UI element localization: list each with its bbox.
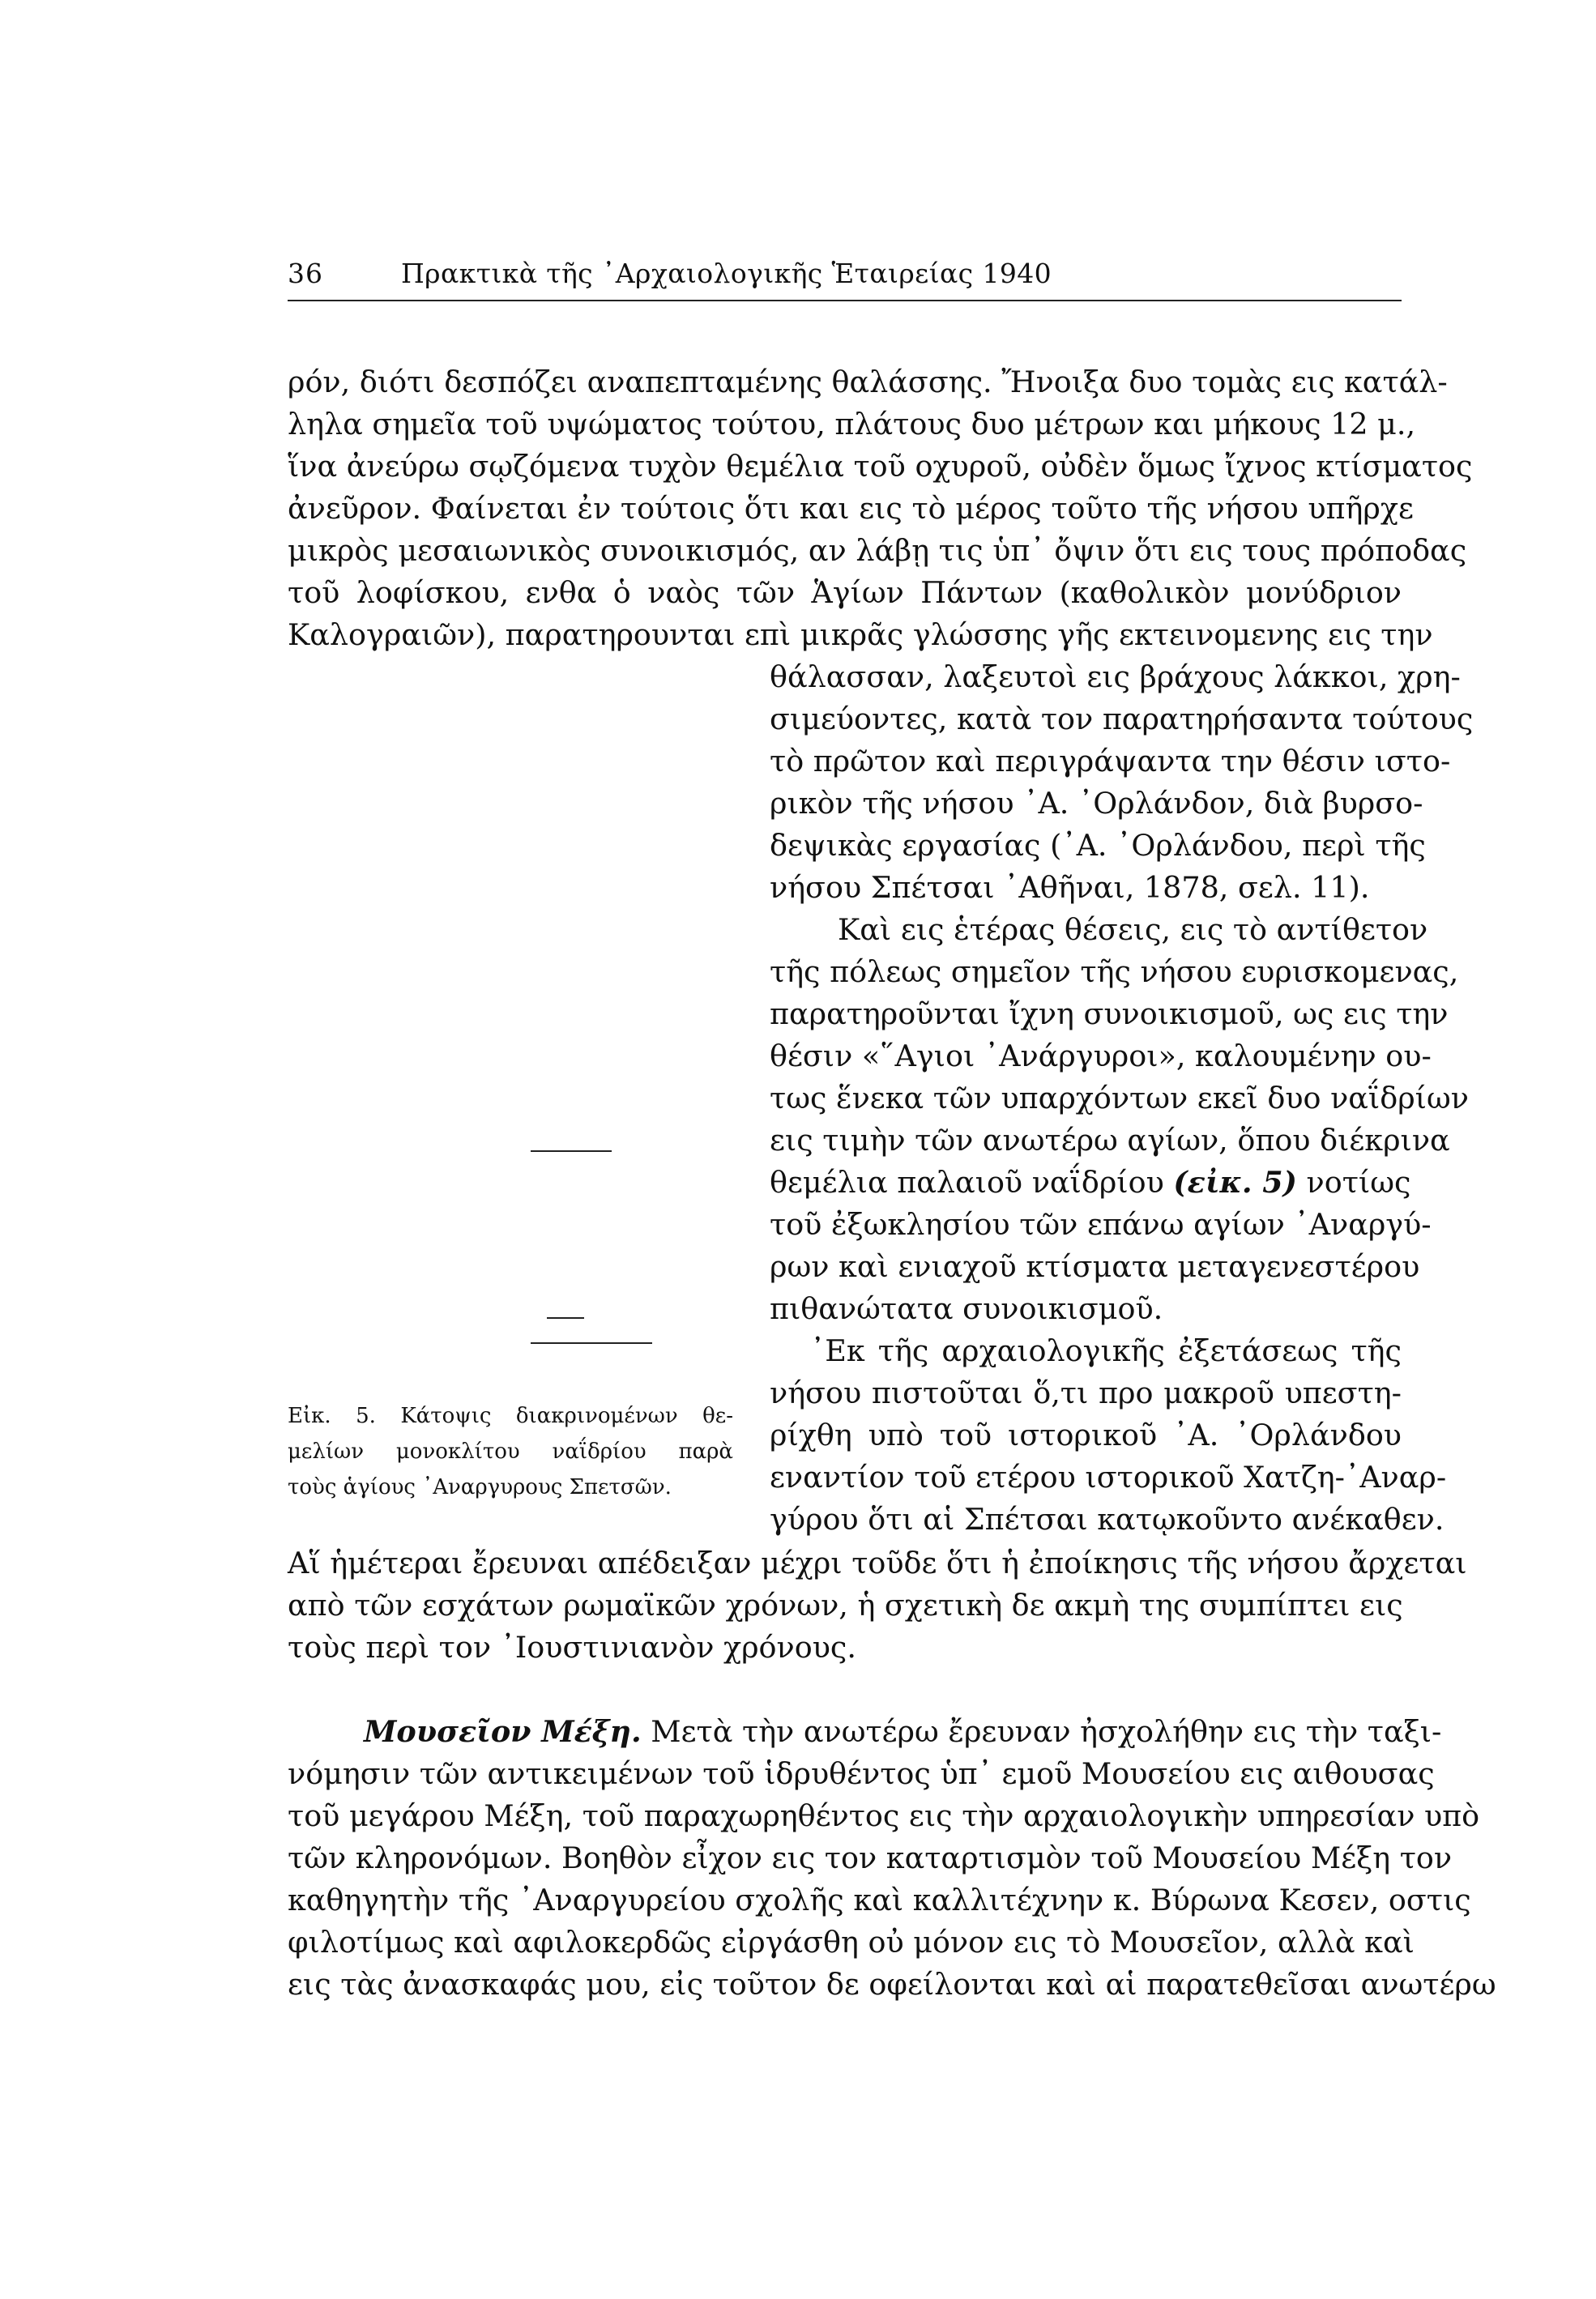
text-line: Καλογραιῶν), παρατηρουνται επὶ μικρᾶς γλώσσης γῆς εκτεινομενης εις την (288, 617, 1433, 652)
text-line: ρόν, διότι δεσπόζει αναπεπταμένης θαλάσσης. Ἤνοιξα δυο τομὰς εις κατάλ- (288, 365, 1448, 399)
text-line: θάλασσαν, λαξευτοὶ εις βράχους λάκκοι, χρη- (770, 659, 1461, 694)
running-title: Πρακτικὰ τῆς ᾽Αρχαιολογικῆς Ἑταιρείας 1940 (401, 258, 1052, 289)
text-line: θέσιν «῞Αγιοι ᾽Ανάργυροι», καλουμένην ου- (770, 1039, 1432, 1073)
text-line: Καὶ εις ἑτέρας θέσεις, εις τὸ αντίθετον (838, 912, 1428, 947)
text-line: δεψικὰς εργασίας (᾽Α. ᾽Ορλάνδου, περὶ τῆς (770, 828, 1426, 863)
figure-line-mark (531, 1150, 612, 1152)
text-line: ρικὸν τῆς νήσου ᾽Α. ᾽Ορλάνδον, διὰ βυρσο- (770, 786, 1423, 821)
text-line: γύρου ὅτι αἱ Σπέτσαι κατῳκοῦντο ανέκαθεν. (770, 1502, 1445, 1537)
text-line: ᾽Εκ τῆς αρχαιολογικῆς ἐξετάσεως τῆς (810, 1333, 1402, 1368)
text-line: ρίχθη υπὸ τοῦ ιστορικοῦ ᾽Α. ᾽Ορλάνδου (770, 1418, 1402, 1452)
text-line: μικρὸς μεσαιωνικὸς συνοικισμός, αν λάβῃ τις ὑπ᾽ ὄψιν ὅτι εις τους πρόποδας (288, 533, 1467, 568)
page-number: 36 (288, 258, 323, 289)
text-line: φιλοτίμως καὶ αφιλοκερδῶς εἰργάσθη οὐ μόνον εις τὸ Μουσεῖον, αλλὰ καὶ (288, 1925, 1415, 1960)
figure-caption-line: Εἰκ. 5. Κάτοψις διακρινομένων θε- (288, 1404, 733, 1428)
figure-line-mark (531, 1342, 652, 1344)
text-line: τὸ πρῶτον καὶ περιγράψαντα την θέσιν ιστο- (770, 744, 1451, 778)
text-line: ρων καὶ ενιαχοῦ κτίσματα μεταγενεστέρου (770, 1249, 1420, 1284)
figure-caption-line: τοὺς ἁγίους ᾽Αναργυρους Σπετσῶν. (288, 1475, 672, 1499)
text-line: καθηγητὴν τῆς ᾽Αναργυρείου σχολῆς καὶ καλλιτέχνην κ. Βύρωνα Κεσεν, οστις (288, 1883, 1471, 1917)
text-line: ἀνεῦρον. Φαίνεται ἐν τούτοις ὅτι και εις τὸ μέρος τοῦτο τῆς νήσου υπῆρχε (288, 491, 1414, 526)
text-line: ἵνα ἀνεύρω σῳζόμενα τυχὸν θεμέλια τοῦ οχυροῦ, οὐδὲν ὅμως ἴχνος κτίσματος (288, 449, 1473, 484)
text-line: απὸ τῶν εσχάτων ρωμαϊκῶν χρόνων, ἡ σχετικὴ δε ακμὴ της συμπίπτει εις (288, 1588, 1403, 1623)
header-rule (288, 300, 1402, 301)
text-fragment: νοτίως (1296, 1165, 1411, 1200)
text-fragment: Μετὰ τὴν ανωτέρω ἔρευναν ἠσχολήθην εις τὴν ταξι- (641, 1714, 1442, 1749)
running-header (288, 258, 1402, 298)
figure-line-mark (547, 1317, 584, 1319)
text-line: τοῦ μεγάρου Μέξη, τοῦ παραχωρηθέντος εις τὴν αρχαιολογικὴν υπηρεσίαν υπὸ (288, 1798, 1480, 1833)
text-line: παρατηροῦνται ἴχνη συνοικισμοῦ, ως εις την (770, 996, 1449, 1031)
text-line: τοῦ ἐξωκλησίου τῶν επάνω αγίων ᾽Αναργύ- (770, 1207, 1432, 1242)
text-line: πιθανώτατα συνοικισμοῦ. (770, 1291, 1163, 1326)
figure-reference: (εἰκ. 5) (1173, 1165, 1297, 1200)
text-line: τοῦ λοφίσκου, ενθα ὁ ναὸς τῶν Ἁγίων Πάντων (καθολικὸν μονύδριον (288, 575, 1402, 610)
text-line: νόμησιν τῶν αντικειμένων τοῦ ἱδρυθέντος ὑπ᾽ εμοῦ Μουσείου εις αιθουσας (288, 1756, 1435, 1791)
text-line: νήσου πιστοῦται ὅ,τι προ μακροῦ υπεστη- (770, 1376, 1402, 1410)
section-heading-museum: Μουσεῖον Μέξη. (364, 1714, 642, 1749)
text-line: τῆς πόλεως σημεῖον τῆς νήσου ευρισκομενας, (770, 954, 1459, 989)
text-line: τῶν κληρονόμων. Βοηθὸν εἶχον εις τον καταρτισμὸν τοῦ Μουσείου Μέξη τον (288, 1840, 1453, 1875)
figure-caption-line: μελίων μονοκλίτου ναΐδρίου παρὰ (288, 1440, 733, 1464)
text-line: εναντίον τοῦ ετέρου ιστορικοῦ Χατζη-᾽Αναρ- (770, 1460, 1447, 1495)
text-line: εις τιμὴν τῶν ανωτέρω αγίων, ὅπου διέκρινα (770, 1123, 1450, 1158)
text-line-with-figure-reference (770, 1164, 1411, 1201)
text-line: ληλα σημεῖα τοῦ υψώματος τούτου, πλάτους δυο μέτρων και μήκους 12 μ., (288, 407, 1416, 441)
text-line: νήσου Σπέτσαι ᾽Αθῆναι, 1878, σελ. 11). (770, 870, 1370, 905)
text-line: Αἵ ἡμέτεραι ἔρευναι απέδειξαν μέχρι τοῦδε ὅτι ἡ ἐποίκησις τῆς νήσου ἄρχεται (288, 1546, 1467, 1580)
text-line: σιμεύοντες, κατὰ τον παρατηρήσαντα τούτους (770, 702, 1474, 736)
text-line: τοὺς περὶ τον ᾽Ιουστινιανὸν χρόνους. (288, 1630, 856, 1665)
text-line-with-heading (364, 1713, 1442, 1751)
text-line: εις τὰς ἀνασκαφάς μου, εἰς τοῦτον δε οφείλονται καὶ αἱ παρατεθεῖσαι ανωτέρω (288, 1967, 1496, 2002)
figure-5-plan (288, 1118, 741, 1353)
text-line: τως ἕνεκα τῶν υπαρχόντων εκεῖ δυο ναΐδρίων (770, 1081, 1469, 1115)
text-fragment: θεμέλια παλαιοῦ ναΐδρίου (770, 1165, 1174, 1200)
